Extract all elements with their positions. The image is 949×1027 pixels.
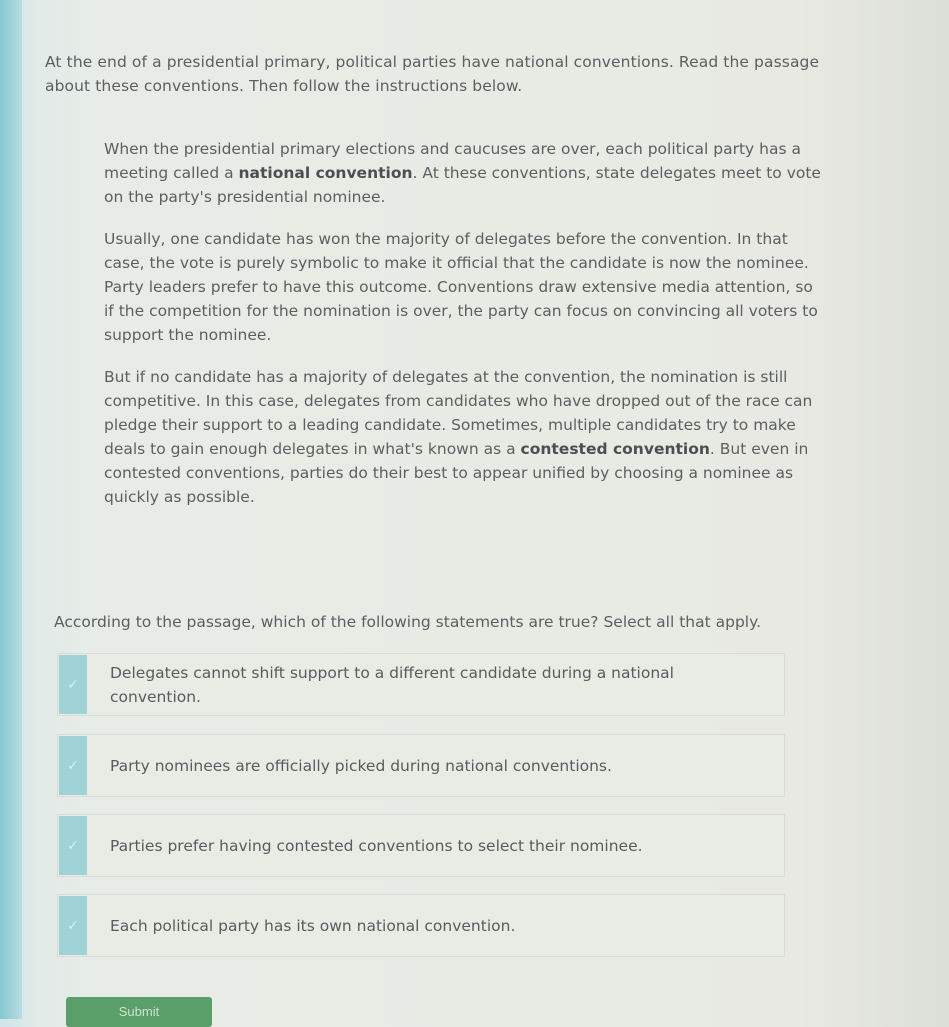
check-icon: ✓: [67, 917, 79, 934]
answer-option-1[interactable]: [57, 653, 785, 716]
answer-option-4[interactable]: [57, 894, 785, 957]
reading-passage: [104, 137, 822, 527]
option-label: Delegates cannot shift support to a different candidate during a national convention.: [110, 663, 674, 706]
check-icon: ✓: [67, 676, 79, 693]
passage-paragraph-2: Usually, one candidate has won the majority of delegates before the convention. In that case, the vote is purely symbolic to make it official that the candidate is now the nominee. Party leaders prefer to have this outcome. Conventions draw extensive media attention, so if the competition for the nomination is over, the party can focus on convincing all voters to support the nominee.: [104, 230, 818, 344]
option-label: Party nominees are officially picked during national conventions.: [110, 756, 612, 775]
submit-button[interactable]: Submit: [66, 997, 212, 1027]
check-icon: ✓: [67, 757, 79, 774]
passage-paragraph-3: [104, 365, 822, 509]
answer-option-2[interactable]: [57, 734, 785, 797]
passage-text: . At these conventions, state delegates meet to vote on the party's presidential nominee.: [104, 164, 821, 206]
passage-text: . But even in contested conventions, parties do their best to appear unified by choosing a nominee as quickly as possible.: [104, 440, 809, 506]
checkbox[interactable]: [59, 896, 87, 955]
answer-option-3[interactable]: [57, 814, 785, 877]
question-prompt: According to the passage, which of the following statements are true? Select all that apply.: [54, 613, 761, 631]
option-label: Parties prefer having contested conventions to select their nominee.: [110, 836, 643, 855]
term-national-convention: national convention: [238, 164, 413, 182]
checkbox[interactable]: [59, 816, 87, 875]
check-icon: ✓: [67, 837, 79, 854]
passage-text: But if no candidate has a majority of delegates at the convention, the nomination is still competitive. In this case, delegates from candidates who have dropped out of the race can pledge their support to a leading candidate. Sometimes, multiple candidates try to make deals to gain enough delegates in what's known as a: [104, 368, 813, 458]
term-contested-convention: contested convention: [520, 440, 710, 458]
passage-text: When the presidential primary elections and caucuses are over, each political party has a meeting called a: [104, 140, 801, 182]
checkbox[interactable]: [59, 655, 87, 714]
option-label: Each political party has its own national convention.: [110, 916, 516, 935]
checkbox[interactable]: [59, 736, 87, 795]
passage-paragraph-1: [104, 137, 822, 209]
left-accent-strip: [0, 0, 22, 1019]
instructions-text: At the end of a presidential primary, political parties have national conventions. Read the passage about these conventions. Then follow the instructions below.: [45, 53, 820, 95]
